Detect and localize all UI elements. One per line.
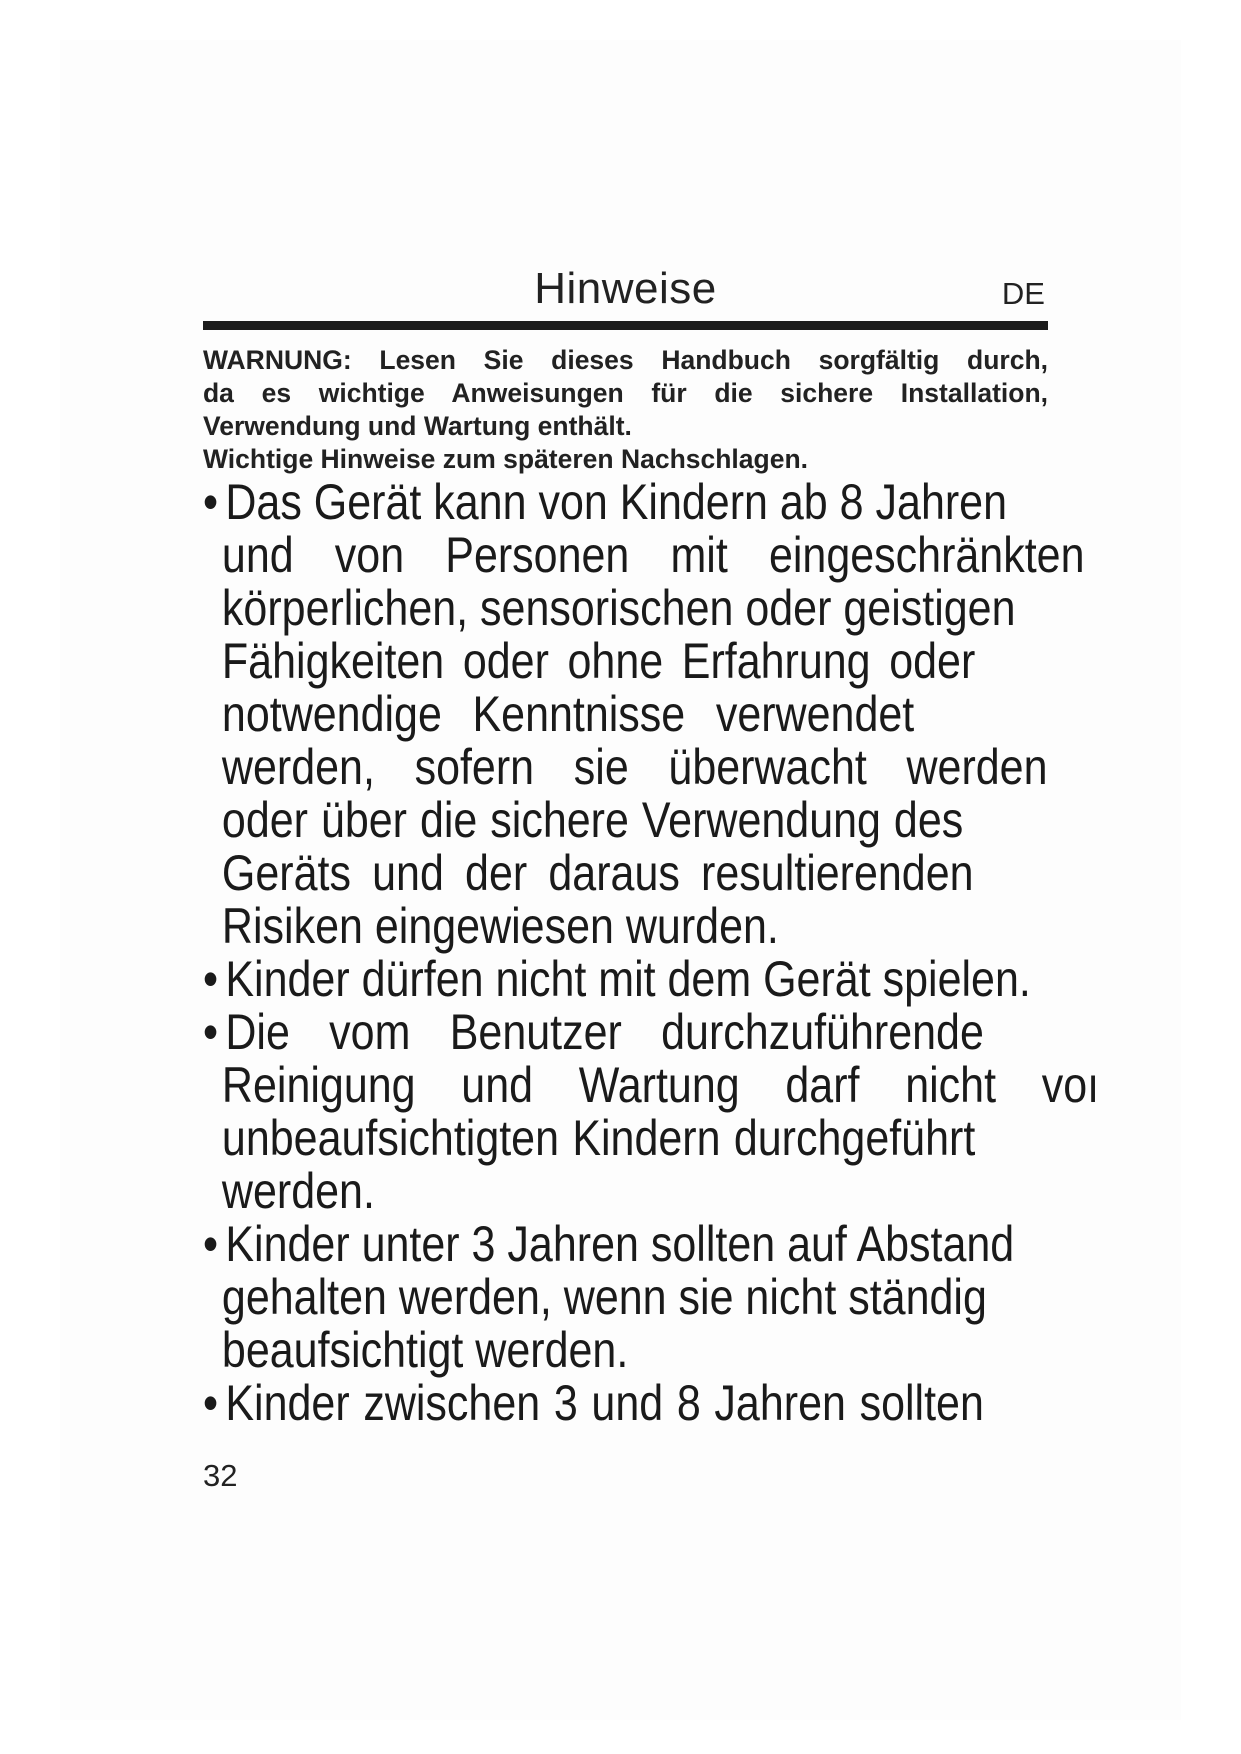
note-line: Kinder unter 3 Jahren sollten auf Abstand	[225, 1216, 1015, 1272]
page-number: 32	[203, 1458, 238, 1493]
safety-note-three-to-eight	[203, 1377, 1046, 1430]
bullet-marker: •	[203, 1004, 219, 1060]
note-line: werden.	[221, 1163, 375, 1219]
note-line: Risiken eingewiesen wurden.	[221, 898, 779, 954]
warning-block	[203, 344, 1048, 476]
warning-line: Verwendung und Wartung enthält.	[203, 411, 632, 441]
safety-note-children-persons	[203, 474, 1085, 954]
bullet-marker: •	[203, 1375, 219, 1431]
note-line: Reinigung und Wartung darf nicht voı	[221, 1057, 1100, 1113]
note-line: und von Personen mit eingeschränkten	[221, 527, 1085, 583]
note-line: unbeaufsichtigten Kindern durchgeführt	[221, 1110, 976, 1166]
note-line: Geräts und der daraus resultierenden	[221, 845, 974, 901]
note-line: werden, sofern sie überwacht werden	[221, 739, 1048, 795]
note-line: gehalten werden, wenn sie nicht ständig	[221, 1269, 987, 1325]
bullet-marker: •	[203, 951, 219, 1007]
note-line: körperlichen, sensorischen oder geistigen	[221, 580, 1016, 636]
note-line: Fähigkeiten oder ohne Erfahrung oder	[221, 633, 976, 689]
language-code: DE	[1001, 276, 1045, 311]
note-line: Das Gerät kann von Kindern ab 8 Jahren	[225, 474, 1008, 530]
warning-line: WARNUNG: Lesen Sie dieses Handbuch sorgfältig durch,	[203, 345, 1048, 375]
note-line: beaufsichtigt werden.	[221, 1322, 629, 1378]
bullet-marker: •	[203, 1216, 219, 1272]
note-line: Die vom Benutzer durchzuführende	[225, 1004, 984, 1060]
safety-note-cleaning	[203, 1004, 1100, 1219]
safety-notes-list	[203, 476, 1183, 1430]
warning-line: Wichtige Hinweise zum späteren Nachschlagen.	[203, 444, 809, 474]
warning-line: da es wichtige Anweisungen für die sichere Installation,	[203, 378, 1048, 408]
bullet-marker: •	[203, 474, 219, 530]
note-line: Kinder dürfen nicht mit dem Gerät spielen.	[225, 951, 1031, 1007]
note-line: oder über die sichere Verwendung des	[221, 792, 964, 848]
note-line: Kinder zwischen 3 und 8 Jahren sollten	[225, 1375, 984, 1431]
page-header	[203, 262, 1048, 312]
header-divider	[203, 321, 1048, 330]
safety-note-no-play	[203, 953, 1046, 1006]
page-title: Hinweise	[534, 264, 717, 313]
note-line: notwendige Kenntnisse verwendet	[221, 686, 915, 742]
safety-note-under-three	[203, 1218, 1046, 1377]
